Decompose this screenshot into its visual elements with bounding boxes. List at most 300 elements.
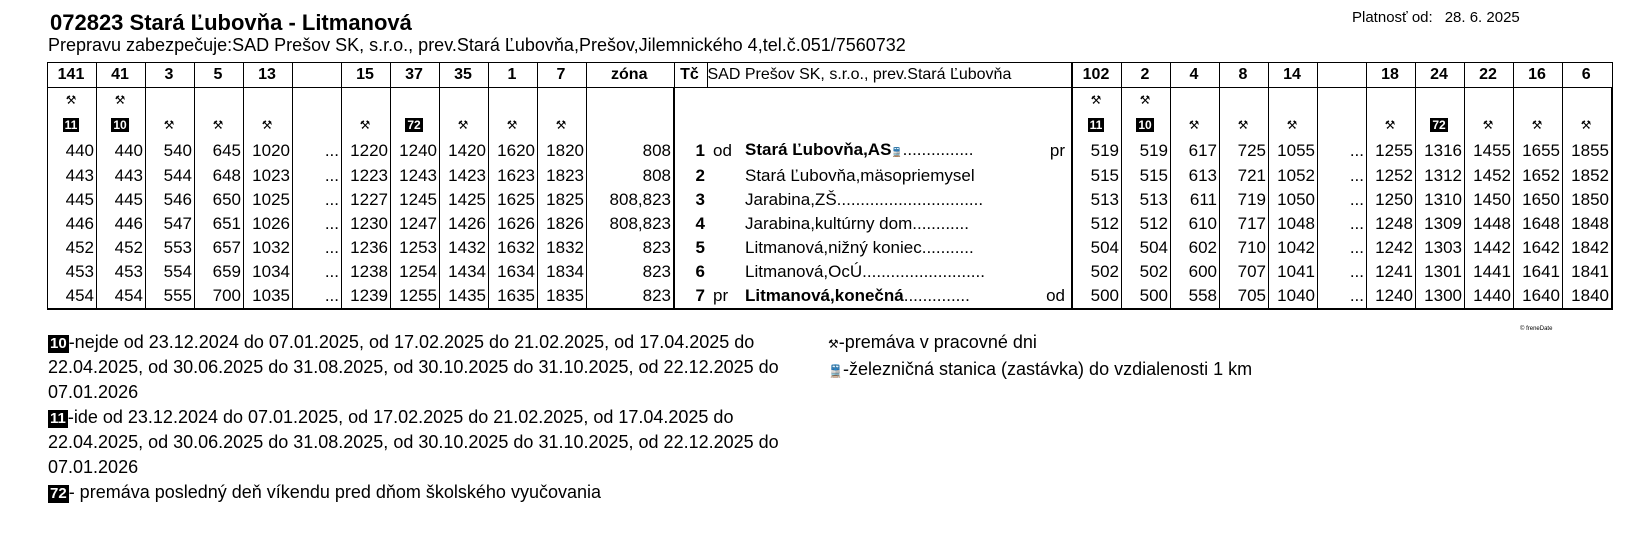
- departure-time: 1423: [440, 164, 489, 188]
- departure-time: 446: [48, 212, 97, 236]
- symbol-cell: [1269, 113, 1318, 138]
- trip-header: [293, 63, 342, 88]
- validity-label: Platnosť od:: [1352, 9, 1433, 26]
- symbol-cell: [489, 88, 538, 114]
- hammer-icon: ⚒: [1090, 93, 1102, 107]
- stop-blank: [707, 88, 1072, 114]
- departure-time: 1634: [489, 260, 538, 284]
- symbol-cell: [244, 88, 293, 114]
- departure-time: 519: [1072, 138, 1122, 164]
- symbol-cell: [146, 113, 195, 138]
- departure-time: 1850: [1563, 188, 1613, 212]
- code-10-icon: 10: [1138, 117, 1152, 132]
- departure-time: 1223: [342, 164, 391, 188]
- stop-label: Litmanová,OcÚ: [745, 262, 863, 281]
- departure-time: 1250: [1367, 188, 1416, 212]
- symbol-cell: [146, 88, 195, 114]
- departure-time: 1310: [1416, 188, 1465, 212]
- note-train: [828, 357, 1252, 384]
- departure-time: 502: [1122, 260, 1171, 284]
- departure-time: 555: [146, 284, 195, 309]
- departure-time: 519: [1122, 138, 1171, 164]
- stop-label: Jarabina,kultúrny dom: [745, 214, 913, 233]
- departure-time: 1227: [342, 188, 391, 212]
- departure-time: 504: [1072, 236, 1122, 260]
- departure-time: 1300: [1416, 284, 1465, 309]
- departure-time: 1625: [489, 188, 538, 212]
- departure-time: ...: [293, 164, 342, 188]
- departure-time: 721: [1220, 164, 1269, 188]
- symbol-cell: [1122, 113, 1171, 138]
- symbol-cell: [244, 113, 293, 138]
- departure-time: 1052: [1269, 164, 1318, 188]
- trip-header: 1: [489, 63, 538, 88]
- code-72-icon: 72: [50, 485, 67, 502]
- od-marker: [707, 236, 745, 260]
- table-row: [48, 188, 1613, 212]
- zone-cell: 808,823: [587, 188, 675, 212]
- departure-time: 1316: [1416, 138, 1465, 164]
- symbol-cell: [1318, 88, 1367, 114]
- departure-time: 1042: [1269, 236, 1318, 260]
- departure-time: ...: [293, 138, 342, 164]
- stop-name: [745, 138, 1035, 164]
- od-marker: [707, 188, 745, 212]
- departure-time: ...: [1318, 284, 1367, 309]
- departure-time: 445: [48, 188, 97, 212]
- departure-time: 512: [1072, 212, 1122, 236]
- train-icon: 🚆: [891, 147, 903, 157]
- departure-time: 553: [146, 236, 195, 260]
- trip-header: 37: [391, 63, 440, 88]
- departure-time: 1253: [391, 236, 440, 260]
- departure-time: ...: [1318, 236, 1367, 260]
- departure-time: 1023: [244, 164, 293, 188]
- departure-time: 1236: [342, 236, 391, 260]
- trip-header: 5: [195, 63, 244, 88]
- table-row: [48, 138, 1613, 164]
- stop-name: [745, 260, 1035, 284]
- num-cell: [674, 88, 707, 114]
- departure-time: 515: [1072, 164, 1122, 188]
- symbol-cell: [391, 113, 440, 138]
- zone-cell: 808,823: [587, 212, 675, 236]
- departure-time: 1442: [1465, 236, 1514, 260]
- table-row: [48, 236, 1613, 260]
- zone-header: zóna: [587, 63, 675, 88]
- departure-time: 659: [195, 260, 244, 284]
- departure-time: 544: [146, 164, 195, 188]
- stop-label: Stará Ľubovňa,mäsopriemysel: [745, 166, 975, 185]
- symbol-cell: [1072, 88, 1122, 114]
- departure-time: 1432: [440, 236, 489, 260]
- table-row: [48, 212, 1613, 236]
- copyright: © freneDate: [1520, 326, 1553, 332]
- departure-time: 1255: [1367, 138, 1416, 164]
- header-row: [48, 63, 1613, 88]
- departure-time: 1247: [391, 212, 440, 236]
- code-10-icon: 10: [50, 335, 67, 352]
- departure-time: 617: [1171, 138, 1220, 164]
- departure-time: 650: [195, 188, 244, 212]
- symbol-cell: [1122, 88, 1171, 114]
- symbol-cell: [440, 88, 489, 114]
- note-10-text: -nejde od 23.12.2024 do 07.01.2025, od 17.02.2025 do 21.02.2025, od 17.04.2025 do 22.04.2025, od 30.06.2025 do 31.08.2025, od 30.10.2025 do 31.10.2025, od 22.12.2025 do 07.01.2026: [48, 332, 779, 402]
- validity-date: 28. 6. 2025: [1444, 9, 1520, 26]
- leader-dots: ............: [912, 214, 969, 233]
- stop-name: [745, 284, 1035, 309]
- pr-marker: [1035, 212, 1072, 236]
- stop-name: [745, 188, 1035, 212]
- departure-time: 1434: [440, 260, 489, 284]
- departure-time: 452: [97, 236, 146, 260]
- symbol-cell: [1072, 113, 1122, 138]
- departure-time: 611: [1171, 188, 1220, 212]
- zone-cell: 808: [587, 164, 675, 188]
- departure-time: 1254: [391, 260, 440, 284]
- symbol-cell: [1367, 113, 1416, 138]
- code-11-icon: 11: [64, 117, 78, 132]
- departure-time: 1050: [1269, 188, 1318, 212]
- departure-time: 1034: [244, 260, 293, 284]
- departure-time: 547: [146, 212, 195, 236]
- hammer-icon: ⚒: [1237, 118, 1249, 132]
- trip-header: 13: [244, 63, 293, 88]
- symbol-cell: [195, 88, 244, 114]
- symbol-cell: [1416, 113, 1465, 138]
- trip-header: 16: [1514, 63, 1563, 88]
- stop-number: 2: [674, 164, 707, 188]
- departure-time: ...: [1318, 188, 1367, 212]
- zone-cell: 808: [587, 138, 675, 164]
- notes-right: [828, 330, 1252, 384]
- hammer-icon: ⚒: [1286, 118, 1298, 132]
- departure-time: 1245: [391, 188, 440, 212]
- departure-time: 1841: [1563, 260, 1613, 284]
- departure-time: 1240: [391, 138, 440, 164]
- trip-header: 6: [1563, 63, 1613, 88]
- symbol-cell: [342, 113, 391, 138]
- departure-time: 513: [1122, 188, 1171, 212]
- hammer-icon: ⚒: [163, 118, 175, 132]
- symbol-cell: [489, 113, 538, 138]
- departure-time: 453: [97, 260, 146, 284]
- zone-cell: 823: [587, 236, 675, 260]
- departure-time: 1855: [1563, 138, 1613, 164]
- symbol-cell: [48, 88, 97, 114]
- zone-cell: 823: [587, 260, 675, 284]
- hammer-icon: ⚒: [1531, 118, 1543, 132]
- departure-time: 1255: [391, 284, 440, 309]
- departure-time: 1820: [538, 138, 587, 164]
- hammer-icon: ⚒: [506, 118, 518, 132]
- departure-time: 710: [1220, 236, 1269, 260]
- departure-time: 1420: [440, 138, 489, 164]
- trip-header: 35: [440, 63, 489, 88]
- symbol-cell: [293, 113, 342, 138]
- departure-time: 440: [97, 138, 146, 164]
- hammer-icon: ⚒: [65, 93, 77, 107]
- departure-time: 1248: [1367, 212, 1416, 236]
- departure-time: 443: [48, 164, 97, 188]
- departure-time: 1035: [244, 284, 293, 309]
- departure-time: 1650: [1514, 188, 1563, 212]
- hammer-icon: ⚒: [1139, 93, 1151, 107]
- trip-header: 22: [1465, 63, 1514, 88]
- hammer-icon: ⚒: [114, 93, 126, 107]
- code-10-icon: 10: [113, 117, 127, 132]
- stop-name: [745, 212, 1035, 236]
- stop-number: 5: [674, 236, 707, 260]
- pr-marker: [1035, 164, 1072, 188]
- note-72: [48, 480, 808, 505]
- symbol-row-2: [48, 113, 1613, 138]
- departure-time: 540: [146, 138, 195, 164]
- departure-time: 1448: [1465, 212, 1514, 236]
- trip-header: 18: [1367, 63, 1416, 88]
- departure-time: 443: [97, 164, 146, 188]
- departure-time: 453: [48, 260, 97, 284]
- hammer-icon: ⚒: [1580, 118, 1592, 132]
- departure-time: ...: [1318, 164, 1367, 188]
- departure-time: 1835: [538, 284, 587, 309]
- departure-time: 717: [1220, 212, 1269, 236]
- stop-blank: [707, 113, 1072, 138]
- code-72-icon: 72: [407, 117, 421, 132]
- departure-time: 725: [1220, 138, 1269, 164]
- trip-header: 8: [1220, 63, 1269, 88]
- pr-marker: [1035, 260, 1072, 284]
- note-72-text: - premáva posledný deň víkendu pred dňom školského vyučovania: [68, 482, 601, 502]
- departure-time: 452: [48, 236, 97, 260]
- departure-time: 1242: [1367, 236, 1416, 260]
- departure-time: 1652: [1514, 164, 1563, 188]
- departure-time: 515: [1122, 164, 1171, 188]
- departure-time: 651: [195, 212, 244, 236]
- departure-time: 1834: [538, 260, 587, 284]
- hammer-icon: ⚒: [261, 118, 273, 132]
- departure-time: 719: [1220, 188, 1269, 212]
- departure-time: 512: [1122, 212, 1171, 236]
- code-72-icon: 72: [1432, 117, 1446, 132]
- hammer-icon: ⚒: [457, 118, 469, 132]
- departure-time: 1243: [391, 164, 440, 188]
- pr-marker: pr: [1049, 141, 1065, 160]
- departure-time: 504: [1122, 236, 1171, 260]
- departure-time: 1626: [489, 212, 538, 236]
- departure-time: 1312: [1416, 164, 1465, 188]
- symbol-cell: [293, 88, 342, 114]
- departure-time: ...: [1318, 260, 1367, 284]
- departure-time: 1440: [1465, 284, 1514, 309]
- stop-label: Litmanová,nižný koniec: [745, 238, 922, 257]
- departure-time: 1455: [1465, 138, 1514, 164]
- departure-time: 1623: [489, 164, 538, 188]
- leader-dots: ...............: [902, 140, 974, 159]
- departure-time: 445: [97, 188, 146, 212]
- leader-dots: ..............: [903, 286, 970, 305]
- table-row: [48, 164, 1613, 188]
- symbol-cell: [1416, 88, 1465, 114]
- trip-header: 41: [97, 63, 146, 88]
- stop-number: 6: [674, 260, 707, 284]
- departure-time: 1032: [244, 236, 293, 260]
- note-11: [48, 405, 808, 480]
- symbol-cell: [97, 113, 146, 138]
- pr-marker: [1035, 188, 1072, 212]
- validity: [1352, 9, 1520, 26]
- departure-time: 610: [1171, 212, 1220, 236]
- departure-time: 707: [1220, 260, 1269, 284]
- departure-time: 1620: [489, 138, 538, 164]
- hammer-icon: ⚒: [1384, 118, 1396, 132]
- hammer-icon: ⚒: [828, 337, 839, 351]
- od-marker: [707, 260, 745, 284]
- note-train-text: -železničná stanica (zastávka) do vzdialenosti 1 km: [842, 359, 1253, 379]
- note-10: [48, 330, 808, 405]
- notes-left: [48, 330, 808, 505]
- stop-number: 1: [674, 138, 707, 164]
- symbol-cell: [1563, 113, 1613, 138]
- symbol-cell: [391, 88, 440, 114]
- symbol-cell: [1220, 88, 1269, 114]
- stop-number: 7: [674, 284, 707, 309]
- departure-time: 1252: [1367, 164, 1416, 188]
- trip-header: 15: [342, 63, 391, 88]
- departure-time: 1825: [538, 188, 587, 212]
- hammer-icon: ⚒: [1482, 118, 1494, 132]
- departure-time: 1048: [1269, 212, 1318, 236]
- departure-time: 440: [48, 138, 97, 164]
- stop-name: [745, 236, 1035, 260]
- symbol-cell: [48, 113, 97, 138]
- departure-time: ...: [293, 212, 342, 236]
- od-marker: [707, 212, 745, 236]
- stop-number: 3: [674, 188, 707, 212]
- symbol-cell: [1269, 88, 1318, 114]
- departure-time: 1852: [1563, 164, 1613, 188]
- departure-time: ...: [1318, 212, 1367, 236]
- leader-dots: ..........................: [862, 262, 985, 281]
- table-row: [48, 284, 1613, 309]
- departure-time: 546: [146, 188, 195, 212]
- zone-cell: [587, 113, 675, 138]
- trip-header: 24: [1416, 63, 1465, 88]
- num-cell: [674, 113, 707, 138]
- stop-label: Stará Ľubovňa,AS: [745, 140, 892, 159]
- departure-time: ...: [293, 236, 342, 260]
- page-title: 072823 Stará Ľubovňa - Litmanová: [50, 10, 412, 35]
- symbol-cell: [1318, 113, 1367, 138]
- departure-time: 554: [146, 260, 195, 284]
- departure-time: 1220: [342, 138, 391, 164]
- symbol-cell: [538, 88, 587, 114]
- departure-time: 1642: [1514, 236, 1563, 260]
- departure-time: 1301: [1416, 260, 1465, 284]
- departure-time: 500: [1122, 284, 1171, 309]
- zone-cell: 823: [587, 284, 675, 309]
- departure-time: 1655: [1514, 138, 1563, 164]
- departure-time: 1648: [1514, 212, 1563, 236]
- symbol-cell: [97, 88, 146, 114]
- departure-time: 1848: [1563, 212, 1613, 236]
- symbol-cell: [538, 113, 587, 138]
- departure-time: 1842: [1563, 236, 1613, 260]
- od-marker: [707, 164, 745, 188]
- symbol-cell: [195, 113, 244, 138]
- symbol-cell: [342, 88, 391, 114]
- trip-header: 141: [48, 63, 97, 88]
- departure-time: 648: [195, 164, 244, 188]
- departure-time: 1303: [1416, 236, 1465, 260]
- code-11-icon: 11: [1089, 117, 1103, 132]
- trip-header: 102: [1072, 63, 1122, 88]
- departure-time: 1041: [1269, 260, 1318, 284]
- note-workdays-text: -premáva v pracovné dni: [838, 332, 1037, 352]
- departure-time: 1040: [1269, 284, 1318, 309]
- departure-time: 454: [48, 284, 97, 309]
- departure-time: 1832: [538, 236, 587, 260]
- departure-time: 700: [195, 284, 244, 309]
- departure-time: 500: [1072, 284, 1122, 309]
- departure-time: 600: [1171, 260, 1220, 284]
- note-11-text: -ide od 23.12.2024 do 07.01.2025, od 17.02.2025 do 21.02.2025, od 17.04.2025 do 22.04.2025, od 30.06.2025 do 31.08.2025, od 30.10.2025 do 31.10.2025, od 22.12.2025 do 07.01.2026: [48, 407, 779, 477]
- departure-time: 705: [1220, 284, 1269, 309]
- symbol-cell: [1220, 113, 1269, 138]
- departure-time: 1641: [1514, 260, 1563, 284]
- departure-time: 1230: [342, 212, 391, 236]
- od-marker: pr: [707, 284, 745, 309]
- stop-name: [745, 164, 1035, 188]
- code-11-icon: 11: [50, 410, 66, 427]
- departure-time: 1435: [440, 284, 489, 309]
- leader-dots: ...........: [921, 238, 974, 257]
- leader-dots: ...............................: [836, 190, 984, 209]
- departure-time: 502: [1072, 260, 1122, 284]
- departure-time: 1241: [1367, 260, 1416, 284]
- departure-time: 1826: [538, 212, 587, 236]
- departure-time: 1238: [342, 260, 391, 284]
- symbol-cell: [1563, 88, 1613, 114]
- symbol-cell: [1465, 113, 1514, 138]
- trip-header: 14: [1269, 63, 1318, 88]
- hammer-icon: ⚒: [1188, 118, 1200, 132]
- departure-time: ...: [293, 260, 342, 284]
- departure-time: 558: [1171, 284, 1220, 309]
- hammer-icon: ⚒: [555, 118, 567, 132]
- departure-time: 1441: [1465, 260, 1514, 284]
- operator-header: SAD Prešov SK, s.r.o., prev.Stará Ľubovňa: [707, 63, 1072, 88]
- departure-time: 1450: [1465, 188, 1514, 212]
- departure-time: 1425: [440, 188, 489, 212]
- symbol-cell: [1367, 88, 1416, 114]
- pr-marker: [1035, 236, 1072, 260]
- departure-time: 1055: [1269, 138, 1318, 164]
- departure-time: 645: [195, 138, 244, 164]
- symbol-cell: [1171, 113, 1220, 138]
- trip-header: 2: [1122, 63, 1171, 88]
- departure-time: 446: [97, 212, 146, 236]
- symbol-cell: [440, 113, 489, 138]
- symbol-cell: [1514, 113, 1563, 138]
- stop-label: Litmanová,konečná: [745, 286, 904, 305]
- departure-time: 657: [195, 236, 244, 260]
- stop-number: 4: [674, 212, 707, 236]
- departure-time: 1840: [1563, 284, 1613, 309]
- train-icon: 🚆: [828, 364, 843, 378]
- trip-header: 3: [146, 63, 195, 88]
- stop-label: Jarabina,ZŠ: [745, 190, 837, 209]
